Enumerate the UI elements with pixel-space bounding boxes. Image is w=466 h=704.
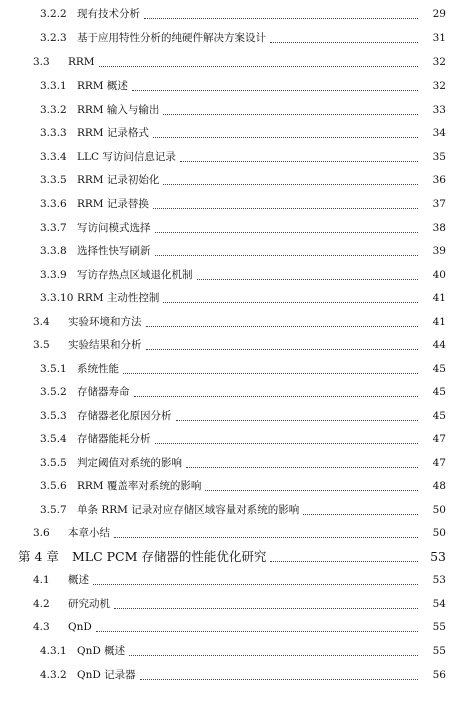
- toc-entry[interactable]: [0, 381, 466, 404]
- toc-entry-page: 29: [432, 8, 446, 21]
- toc-entry[interactable]: [0, 428, 466, 451]
- toc-entry-title: RRM 概述: [77, 80, 128, 93]
- toc-entry-title: 本章小结: [68, 527, 110, 540]
- toc-entry-page: 50: [432, 504, 446, 517]
- toc-entry[interactable]: [0, 405, 466, 428]
- dot-leader: [96, 630, 418, 632]
- toc-entry-number: 4.3.1: [40, 645, 67, 658]
- toc-entry-title: 单条 RRM 记录对应存储区域容量对系统的影响: [77, 504, 300, 517]
- toc-entry-page: 56: [432, 669, 446, 682]
- toc-entry-number: 3.3.1: [40, 80, 67, 93]
- toc-entry-number: 4.3.2: [40, 669, 67, 682]
- toc-entry-number: 3.5.7: [40, 504, 67, 517]
- dot-leader: [144, 17, 418, 19]
- dot-leader: [134, 395, 419, 397]
- dot-leader: [155, 254, 419, 256]
- toc-entry-title: MLC PCM 存储器的性能优化研究: [72, 549, 267, 565]
- toc-entry[interactable]: [0, 287, 466, 310]
- toc-entry-page: 44: [432, 339, 446, 352]
- toc-entry-title: 系统性能: [77, 363, 119, 376]
- dot-leader: [163, 113, 418, 115]
- toc-entry[interactable]: [0, 664, 466, 687]
- toc-entry-title: RRM 主动性控制: [77, 292, 160, 305]
- toc-entry-title: 存储器老化原因分析: [77, 410, 172, 423]
- toc-entry[interactable]: [0, 3, 466, 26]
- toc-entry-number: 3.5: [33, 339, 50, 352]
- toc-entry-page: 41: [432, 316, 446, 329]
- toc-entry-page: 38: [432, 222, 446, 235]
- toc-entry-page: 39: [432, 245, 446, 258]
- toc-entry-title: RRM: [68, 56, 95, 69]
- dot-leader: [163, 183, 418, 185]
- toc-entry-number: 3.5.4: [40, 433, 67, 446]
- dot-leader: [176, 419, 419, 421]
- toc-entry[interactable]: [0, 75, 466, 98]
- toc-entry-number: 3.3.9: [40, 269, 67, 282]
- toc-entry-title: RRM 输入与输出: [77, 104, 160, 117]
- toc-entry-title: 研究动机: [68, 598, 110, 611]
- toc-entry[interactable]: [0, 99, 466, 122]
- toc-entry-page: 45: [432, 386, 446, 399]
- toc-entry-number: 3.3.5: [40, 174, 67, 187]
- dot-leader: [303, 513, 418, 515]
- dot-leader: [146, 348, 419, 350]
- toc-entry[interactable]: [0, 264, 466, 287]
- toc-entry-number: 3.3: [33, 56, 50, 69]
- toc-entry[interactable]: [0, 640, 466, 663]
- toc-entry[interactable]: [0, 475, 466, 498]
- toc-entry[interactable]: [0, 27, 466, 50]
- toc-entry-page: 33: [432, 104, 446, 117]
- dot-leader: [123, 372, 418, 374]
- toc-entry-number: 3.3.7: [40, 222, 67, 235]
- toc-entry-page: 55: [432, 621, 446, 634]
- toc-entry-page: 32: [432, 56, 446, 69]
- toc-entry-page: 54: [432, 598, 446, 611]
- toc-entry-title: RRM 记录格式: [77, 127, 149, 140]
- toc-entry-page: 37: [432, 198, 446, 211]
- toc-entry-number: 4.3: [33, 621, 50, 634]
- dot-leader: [270, 560, 418, 562]
- toc-entry-number: 3.3.10: [40, 292, 74, 305]
- toc-entry-number: 3.2.2: [40, 8, 67, 21]
- toc-entry[interactable]: [0, 122, 466, 145]
- toc-entry[interactable]: [0, 240, 466, 263]
- toc-entry-page: 40: [432, 269, 446, 282]
- toc-entry-number: 3.5.3: [40, 410, 67, 423]
- toc-entry[interactable]: [0, 193, 466, 216]
- dot-leader: [140, 678, 418, 680]
- toc-entry[interactable]: [0, 146, 466, 169]
- toc-entry[interactable]: [0, 51, 466, 74]
- toc-entry-title: 基于应用特性分析的纯硬件解决方案设计: [77, 32, 266, 45]
- toc-entry-number: 4.1: [33, 574, 50, 587]
- toc-entry-page: 55: [432, 645, 446, 658]
- toc-entry-page: 34: [432, 127, 446, 140]
- dot-leader: [153, 136, 418, 138]
- toc-entry-page: 53: [432, 574, 446, 587]
- dot-leader: [186, 466, 418, 468]
- toc-entry-title: RRM 记录初始化: [77, 174, 160, 187]
- toc-entry-number: 3.3.6: [40, 198, 67, 211]
- toc-entry-number: 4.2: [33, 598, 50, 611]
- toc-entry-number: 3.3.3: [40, 127, 67, 140]
- toc-entry-number: 3.3.8: [40, 245, 67, 258]
- dot-leader: [146, 325, 419, 327]
- toc-entry-title: 存储器寿命: [77, 386, 130, 399]
- toc-entry-page: 41: [432, 292, 446, 305]
- toc-entry-title: LLC 写访问信息记录: [77, 151, 176, 164]
- toc-entry-number: 3.2.3: [40, 32, 67, 45]
- toc-entry-title: 写访问模式选择: [77, 222, 151, 235]
- dot-leader: [180, 160, 418, 162]
- toc-entry-page: 50: [432, 527, 446, 540]
- toc-entry[interactable]: [0, 169, 466, 192]
- toc-entry-page: 45: [432, 410, 446, 423]
- dot-leader: [99, 65, 418, 67]
- toc-entry[interactable]: [0, 569, 466, 592]
- toc-entry[interactable]: [0, 522, 466, 545]
- toc-entry-title: QnD 记录器: [77, 669, 136, 682]
- dot-leader: [114, 607, 418, 609]
- dot-leader: [153, 207, 418, 209]
- toc-entry-title: 实验环境和方法: [68, 316, 142, 329]
- toc-entry[interactable]: [0, 311, 466, 334]
- dot-leader: [93, 583, 418, 585]
- dot-leader: [270, 41, 418, 43]
- toc-entry-title: 实验结果和分析: [68, 339, 142, 352]
- toc-entry-page: 36: [432, 174, 446, 187]
- dot-leader: [163, 301, 418, 303]
- toc-entry-title: 概述: [68, 574, 89, 587]
- toc-entry-number: 第 4 章: [18, 549, 59, 565]
- toc-entry-page: 31: [432, 32, 446, 45]
- toc-entry-number: 3.5.5: [40, 457, 67, 470]
- dot-leader: [114, 536, 418, 538]
- dot-leader: [129, 654, 418, 656]
- dot-leader: [205, 489, 418, 491]
- toc-entry[interactable]: [0, 452, 466, 475]
- toc-entry-number: 3.3.2: [40, 104, 67, 117]
- dot-leader: [155, 231, 419, 233]
- toc-entry-page: 32: [432, 80, 446, 93]
- toc-entry-title: 选择性快写刷新: [77, 245, 151, 258]
- toc-entry-page: 47: [432, 457, 446, 470]
- toc-entry-page: 45: [432, 363, 446, 376]
- toc-entry-page: 53: [430, 549, 446, 565]
- toc-entry-number: 3.5.6: [40, 480, 67, 493]
- toc-entry-title: 写访存热点区域退化机制: [77, 269, 193, 282]
- toc-entry-title: RRM 覆盖率对系统的影响: [77, 480, 202, 493]
- toc-entry[interactable]: [0, 616, 466, 639]
- toc-entry-title: QnD 概述: [77, 645, 126, 658]
- toc-entry-title: 判定阈值对系统的影响: [77, 457, 182, 470]
- toc-entry-page: 47: [432, 433, 446, 446]
- toc-entry[interactable]: [0, 593, 466, 616]
- toc-entry[interactable]: [0, 217, 466, 240]
- toc-entry-number: 3.6: [33, 527, 50, 540]
- toc-entry-number: 3.4: [33, 316, 50, 329]
- toc-entry-number: 3.3.4: [40, 151, 67, 164]
- dot-leader: [132, 89, 418, 91]
- toc-entry-number: 3.5.1: [40, 363, 67, 376]
- dot-leader: [155, 442, 419, 444]
- toc-entry[interactable]: [0, 546, 466, 569]
- toc-entry-page: 35: [432, 151, 446, 164]
- toc-entry[interactable]: [0, 358, 466, 381]
- toc-entry[interactable]: [0, 499, 466, 522]
- toc-entry-title: 存储器能耗分析: [77, 433, 151, 446]
- toc-entry-title: RRM 记录替换: [77, 198, 149, 211]
- toc-entry-title: 现有技术分析: [77, 8, 140, 21]
- toc-entry[interactable]: [0, 334, 466, 357]
- toc-entry-title: QnD: [68, 621, 92, 634]
- dot-leader: [197, 278, 419, 280]
- toc-entry-number: 3.5.2: [40, 386, 67, 399]
- toc-entry-page: 48: [432, 480, 446, 493]
